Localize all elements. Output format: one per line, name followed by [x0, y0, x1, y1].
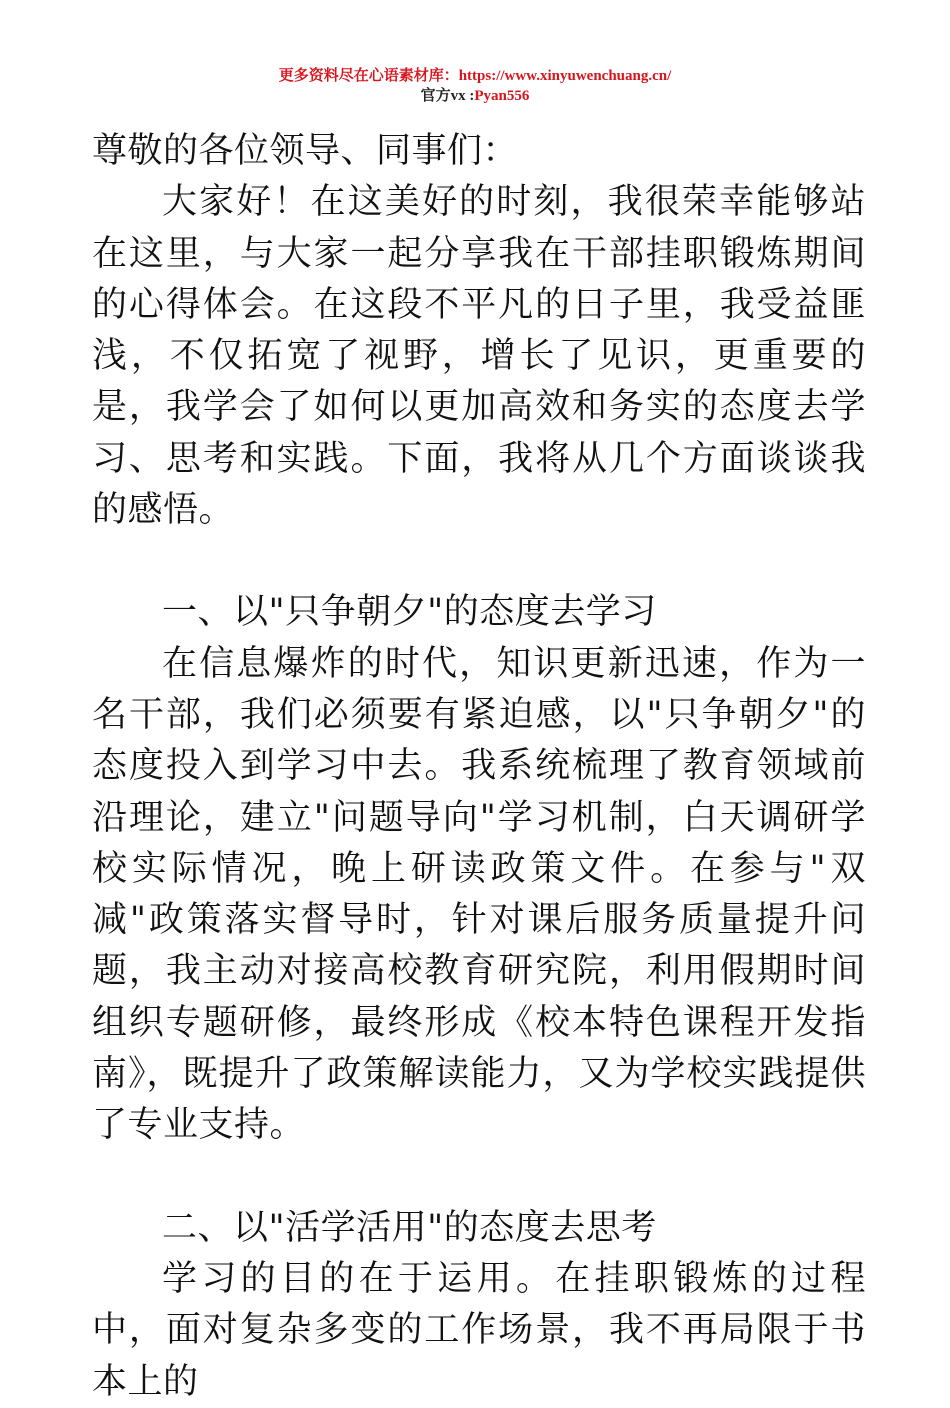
section-2-heading: 二、以"活学活用"的态度去思考	[162, 1207, 657, 1248]
header-line-2	[0, 86, 950, 106]
header-contact-label: 官方vx :	[420, 88, 475, 104]
page-header	[0, 66, 950, 106]
header-line-1	[0, 66, 950, 86]
header-source-url[interactable]: https://www.xinyuwenchuang.cn/	[458, 68, 672, 84]
section-2-paragraph: 学习的目的在于运用。在挂职锻炼的过程中，面对复杂多变的工作场景，我不再局限于书本上的	[92, 1258, 866, 1402]
intro-paragraph: 大家好！在这美好的时刻，我很荣幸能够站在这里，与大家一起分享我在干部挂职锻炼期间的心得体会。在这段不平凡的日子里，我受益匪浅，不仅拓宽了视野，增长了见识，更重要的是，我学会了如何以更加高效和务实的态度去学习、思考和实践。下面，我将从几个方面谈谈我的感悟。	[92, 182, 866, 531]
document-body	[92, 126, 866, 1408]
section-1-paragraph: 在信息爆炸的时代，知识更新迅速，作为一名干部，我们必须要有紧迫感，以"只争朝夕"的态度投入到学习中去。我系统梳理了教育领域前沿理论，建立"问题导向"学习机制，白天调研学校实际情况，晚上研读政策文件。在参与"双减"政策落实督导时，针对课后服务质量提升问题，我主动对接高校教育研究院，利用假期时间组织专题研修，最终形成《校本特色课程开发指南》，既提升了政策解读能力，又为学校实践提供了专业支持。	[92, 643, 866, 1146]
salutation: 尊敬的各位领导、同事们：	[92, 131, 519, 171]
section-1-heading: 一、以"只争朝夕"的态度去学习	[162, 592, 657, 633]
header-contact-id: Pyan556	[474, 88, 530, 104]
paragraph-gap	[92, 1152, 866, 1203]
header-source-label: 更多资料尽在心语素材库：	[278, 68, 459, 84]
paragraph-gap	[92, 536, 866, 587]
